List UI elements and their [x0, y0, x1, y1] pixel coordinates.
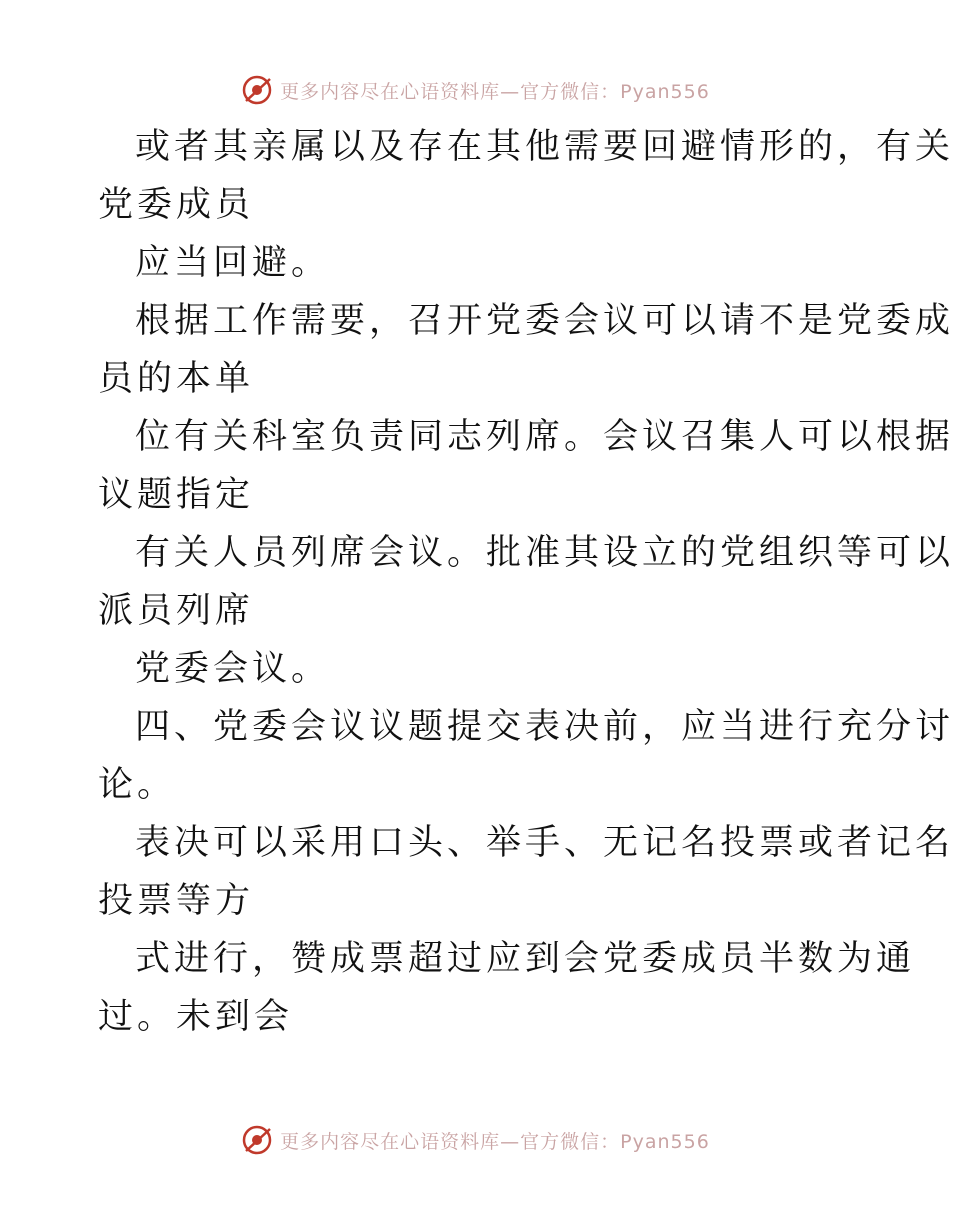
footer-watermark — [0, 1120, 950, 1160]
text-line: 根据工作需要，召开党委会议可以请不是党委成 — [135, 301, 954, 341]
text-line: 过。未到会 — [98, 997, 294, 1037]
watermark-text: 更多内容尽在心语资料库—官方微信：Pyan556 — [280, 1130, 710, 1153]
text-line: 议题指定 — [98, 475, 255, 515]
logo-icon — [240, 1123, 274, 1157]
text-line: 或者其亲属以及存在其他需要回避情形的，有关 — [135, 127, 954, 167]
text-line: 员的本单 — [98, 359, 255, 399]
watermark-text: 更多内容尽在心语资料库—官方微信：Pyan556 — [280, 80, 710, 103]
text-line: 党委会议。 — [135, 649, 331, 689]
document-body — [98, 118, 954, 1046]
text-line: 论。 — [98, 765, 177, 805]
text-line: 四、党委会议议题提交表决前，应当进行充分讨 — [135, 707, 954, 747]
text-line: 有关人员列席会议。批准其设立的党组织等可以 — [135, 533, 954, 573]
logo-icon — [240, 73, 274, 107]
text-line: 投票等方 — [98, 881, 255, 921]
text-line: 派员列席 — [98, 591, 255, 631]
text-line: 党委成员 — [98, 185, 255, 225]
header-watermark — [0, 70, 950, 110]
text-line: 应当回避。 — [135, 243, 331, 283]
text-line: 表决可以采用口头、举手、无记名投票或者记名 — [135, 823, 954, 863]
text-line: 式进行，赞成票超过应到会党委成员半数为通 — [135, 939, 916, 979]
text-line: 位有关科室负责同志列席。会议召集人可以根据 — [135, 417, 954, 457]
